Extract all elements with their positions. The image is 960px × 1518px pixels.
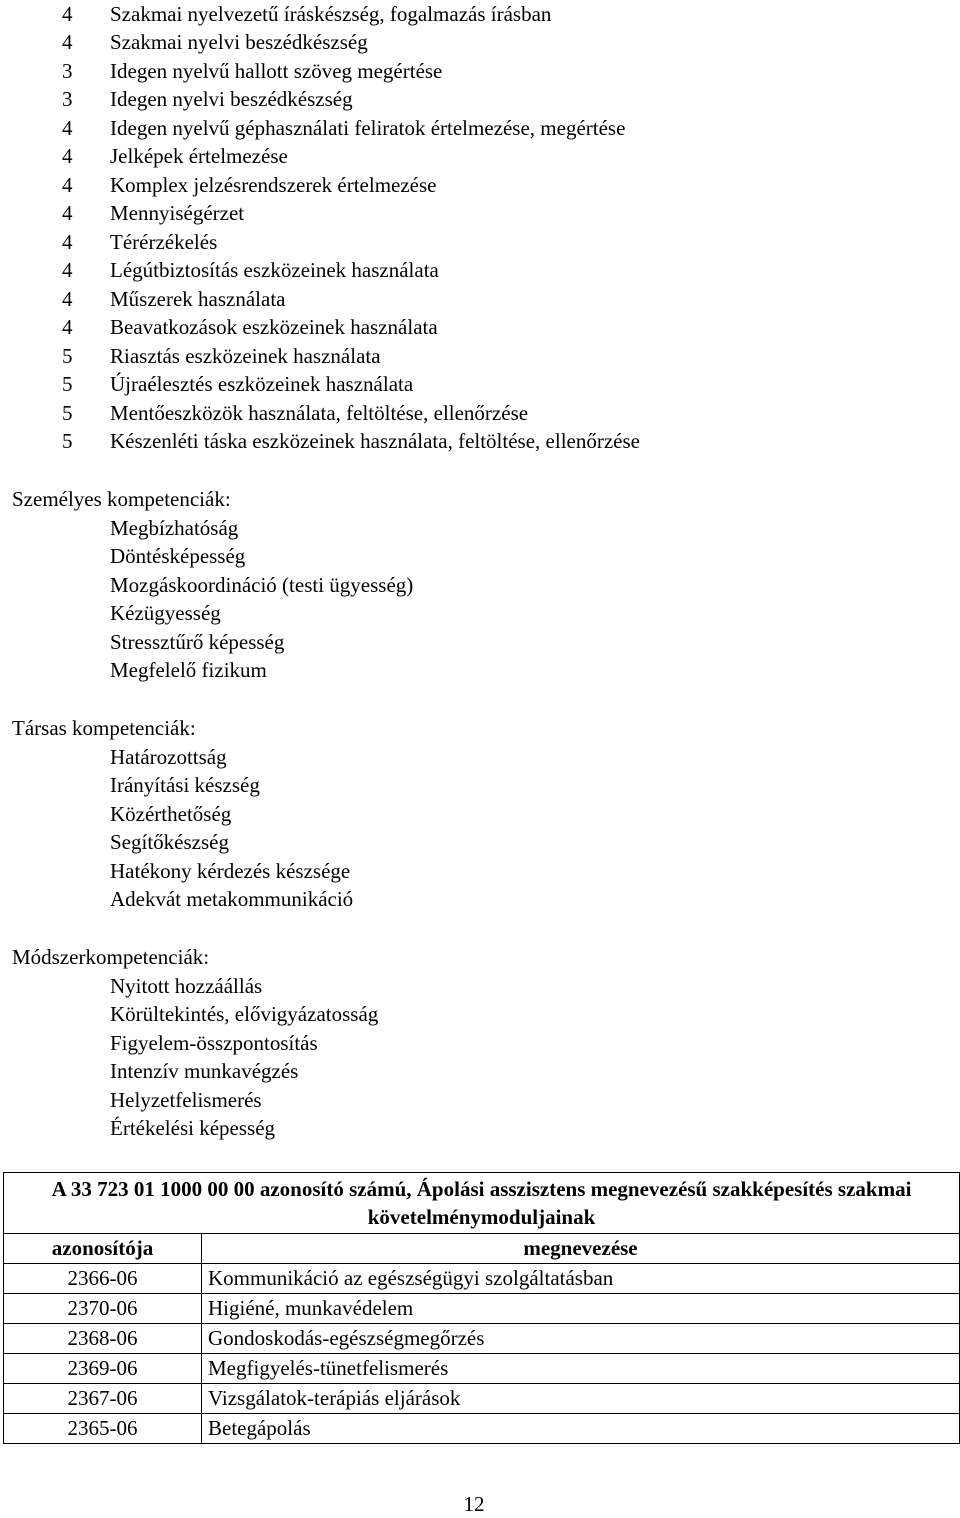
social-competency-item: Irányítási készség [110,773,260,797]
table-row [4,1264,960,1294]
page-number: 12 [463,1492,485,1516]
table-row [4,1324,960,1354]
modules-table [3,1172,960,1444]
social-competencies-heading: Társas kompetenciák: [12,716,196,740]
method-competency-item: Körültekintés, elővigyázatosság [110,1002,379,1026]
module-id: 2366-06 [4,1264,202,1294]
column-header-name: megnevezése [202,1234,960,1264]
social-competency-item: Határozottság [110,745,227,769]
table-row [4,1384,960,1414]
module-name: Higiéné, munkavédelem [202,1294,960,1324]
personal-competency-item: Megfelelő fizikum [110,658,267,682]
personal-competency-item: Kézügyesség [110,601,221,625]
method-competency-item: Értékelési képesség [110,1116,276,1140]
module-name: Vizsgálatok-terápiás eljárások [202,1384,960,1414]
module-name: Kommunikáció az egészségügyi szolgáltatásban [202,1264,960,1294]
module-id: 2367-06 [4,1384,202,1414]
personal-competency-item: Megbízhatóság [110,516,239,540]
modules-table-caption: A 33 723 01 1000 00 00 azonosító számú, Ápolási asszisztens megnevezésű szakképesítés szakmai követelménymoduljainak [4,1173,960,1234]
table-row [4,1294,960,1324]
method-competency-item: Helyzetfelismerés [110,1088,262,1112]
module-id: 2370-06 [4,1294,202,1324]
personal-competency-item: Mozgáskoordináció (testi ügyesség) [110,573,414,597]
module-name: Betegápolás [202,1414,960,1444]
method-competency-item: Intenzív munkavégzés [110,1059,299,1083]
module-name: Megfigyelés-tünetfelismerés [202,1354,960,1384]
personal-competency-item: Stressztűrő képesség [110,630,285,654]
module-id: 2369-06 [4,1354,202,1384]
personal-competency-item: Döntésképesség [110,544,246,568]
social-competency-item: Adekvát metakommunikáció [110,887,354,911]
module-id: 2365-06 [4,1414,202,1444]
method-competencies-heading: Módszerkompetenciák: [12,945,210,969]
method-competency-item: Figyelem-összpontosítás [110,1031,318,1055]
table-row [4,1414,960,1444]
social-competency-item: Hatékony kérdezés készsége [110,859,351,883]
column-header-id: azonosítója [4,1234,202,1264]
social-competency-item: Közérthetőség [110,802,232,826]
module-name: Gondoskodás-egészségmegőrzés [202,1324,960,1354]
method-competency-item: Nyitott hozzáállás [110,974,263,998]
personal-competencies-heading: Személyes kompetenciák: [12,487,231,511]
table-row [4,1354,960,1384]
module-id: 2368-06 [4,1324,202,1354]
social-competency-item: Segítőkészség [110,830,229,854]
table-header-row [4,1234,960,1264]
